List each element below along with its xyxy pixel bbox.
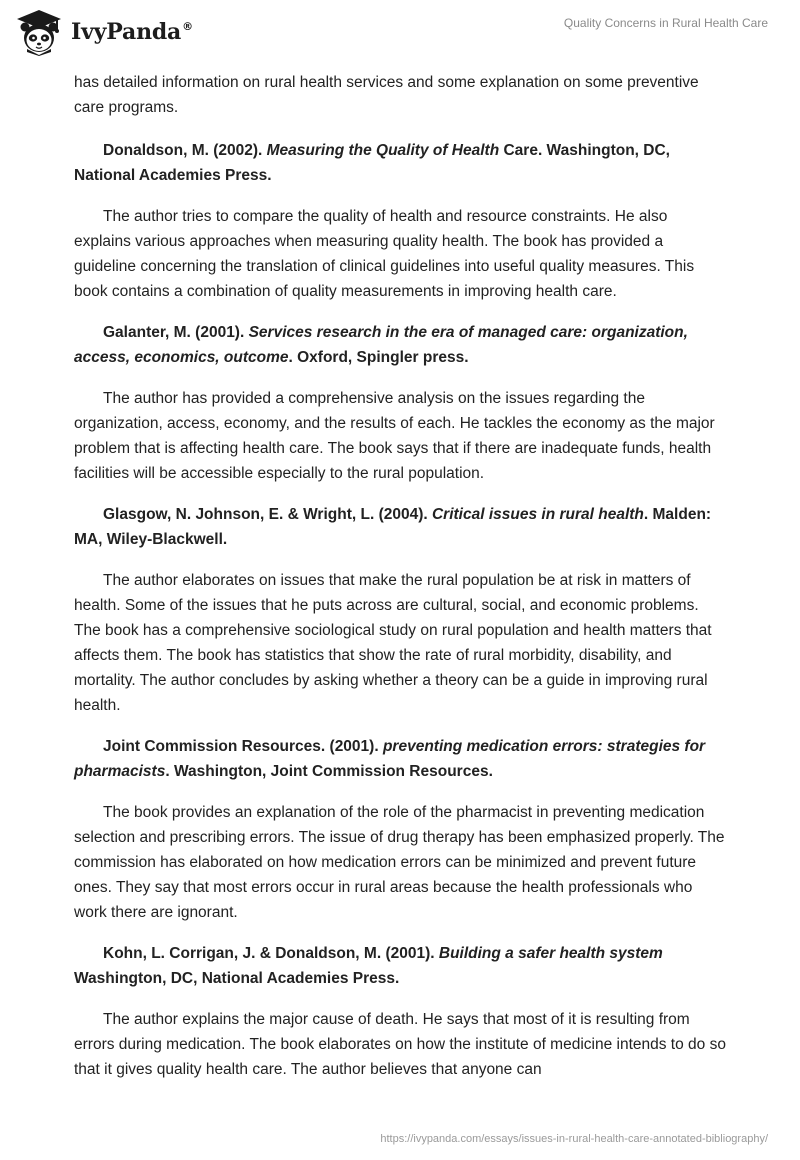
ivypanda-logo[interactable] (14, 8, 193, 56)
document-title: Quality Concerns in Rural Health Care (563, 16, 768, 30)
brand-name: IvyPanda® (71, 19, 193, 45)
panda-graduate-icon (14, 8, 64, 56)
annotation-paragraph: The author tries to compare the quality of health and resource constraints. He also explains various approaches when measuring quality health. The book has provided a guideline concerning the translation of clinical guidelines into useful quality measures. This book contains a combination of quality measurements in improving health care. (74, 208, 695, 300)
bibliography-reference: Kohn, L. Corrigan, J. & Donaldson, M. (2001). Building a safer health system Washington, DC, National Academies Press. (74, 945, 663, 987)
bibliography-reference: Joint Commission Resources. (2001). preventing medication errors: strategies for pharmacists. Washington, Joint Commission Resources. (74, 738, 706, 780)
page-header (0, 0, 800, 62)
annotation-paragraph: The author has provided a comprehensive analysis on the issues regarding the organization, access, economy, and the results of each. He tackles the economy as the major problem that is affecting health care. The book says that if there are inadequate funds, health facilities will be accessible especially to the rural population. (74, 390, 715, 482)
annotation-paragraph: The author elaborates on issues that make the rural population be at risk in matters of health. Some of the issues that he puts across are cultural, social, and economic problems. The book has a comprehensive sociological study on rural population and health matters that affects them. The book has statistics that show the rate of rural morbidity, disability, and mortality. The author concludes by asking whether a theory can be a guide in improving rural health. (74, 572, 712, 714)
bibliography-reference: Glasgow, N. Johnson, E. & Wright, L. (2004). Critical issues in rural health. Malden: MA, Wiley-Blackwell. (74, 506, 712, 548)
bibliography-reference: Galanter, M. (2001). Services research in the era of managed care: organization, access, economics, outcome. Oxford, Spingler press. (74, 324, 688, 366)
intro-paragraph: has detailed information on rural health services and some explanation on some preventive care programs. (74, 74, 699, 116)
page-content (74, 70, 726, 1098)
annotation-paragraph: The author explains the major cause of death. He says that most of it is resulting from errors during medication. The book elaborates on how the institute of medicine intends to do so that it gives quality health care. The author believes that anyone can (74, 1011, 726, 1078)
annotation-paragraph: The book provides an explanation of the role of the pharmacist in preventing medication selection and prescribing errors. The issue of drug therapy has been emphasized properly. The commission has elaborated on how medication errors can be minimized and prevent future ones. They say that most errors occur in rural areas because the health professionals who work there are ignorant. (74, 804, 725, 921)
bibliography-reference: Donaldson, M. (2002). Measuring the Quality of Health Care. Washington, DC, National Academies Press. (74, 142, 670, 184)
source-url[interactable]: https://ivypanda.com/essays/issues-in-rural-health-care-annotated-bibliography/ (380, 1133, 768, 1145)
